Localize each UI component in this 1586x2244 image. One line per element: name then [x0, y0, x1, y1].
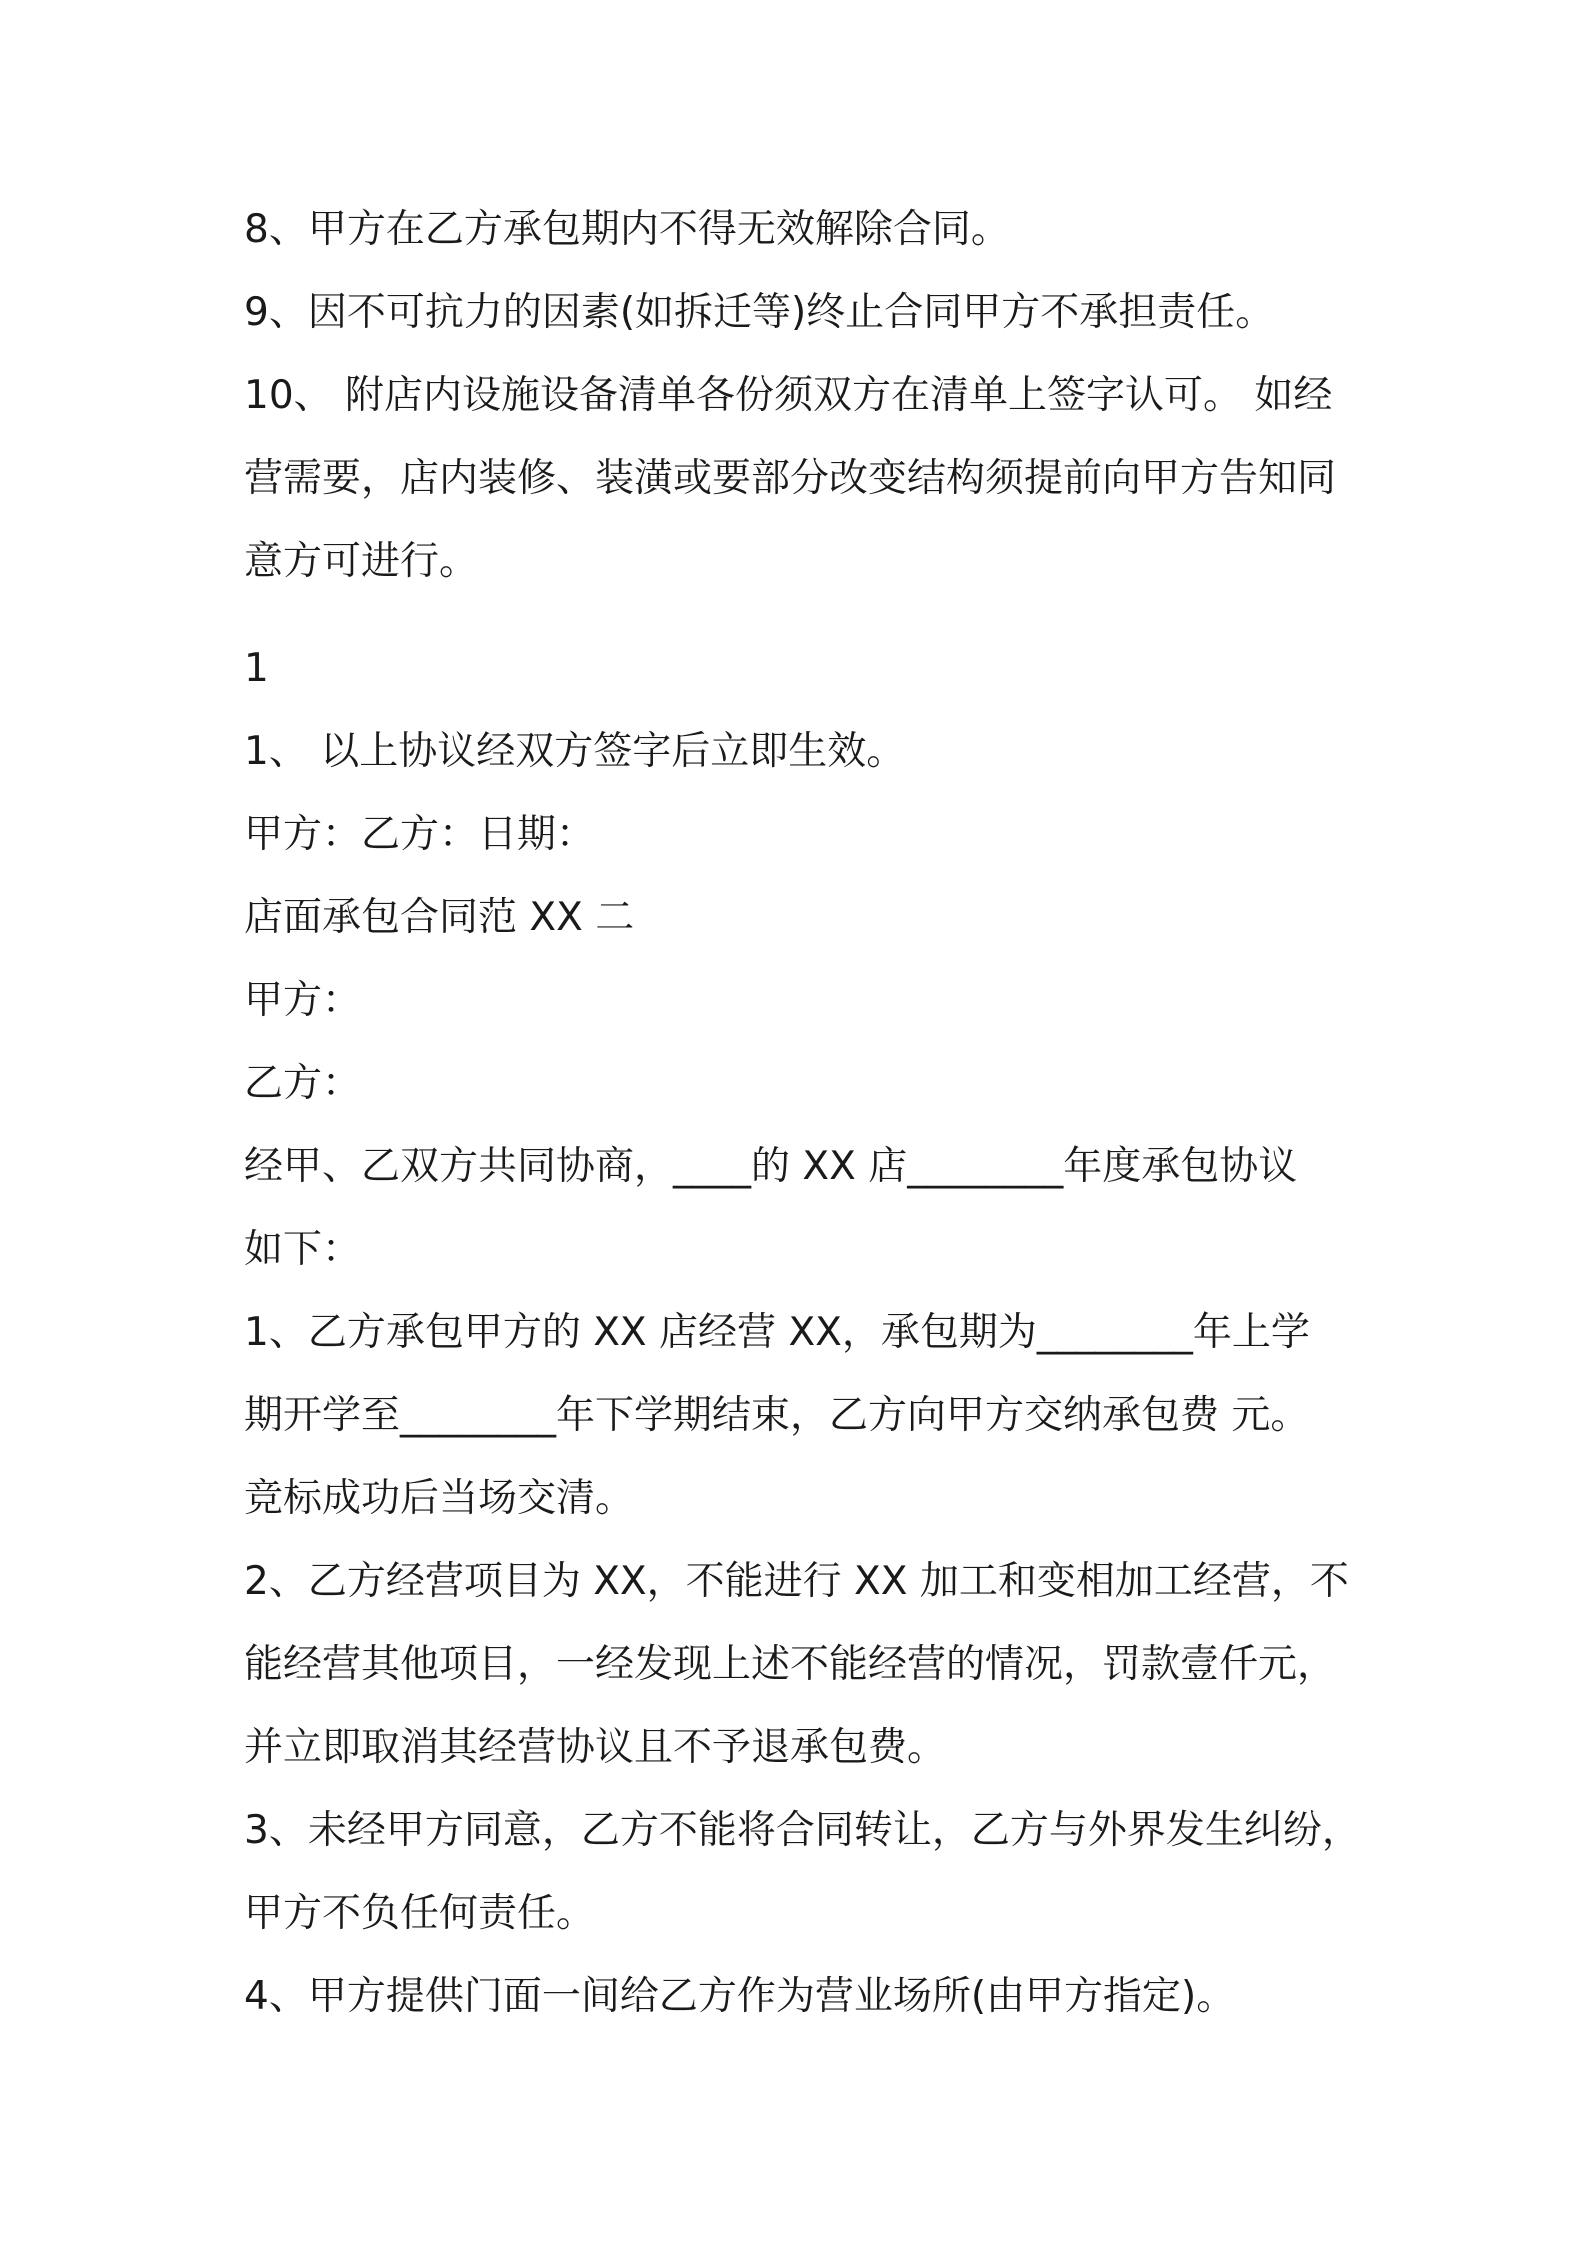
- term-2-line-3: 并立即取消其经营协议且不予退承包费。: [244, 1725, 947, 1770]
- party-b: 乙方：: [244, 1061, 362, 1106]
- term-3-line-2: 甲方不负任何责任。: [244, 1891, 596, 1936]
- clause-8: 8、甲方在乙方承包期内不得无效解除合同。: [244, 207, 1010, 252]
- term-1-line-2: 期开学至________年下学期结束，乙方向甲方交纳承包费 元。: [244, 1393, 1310, 1438]
- document-body: [244, 196, 1380, 2046]
- term-4: 4、甲方提供门面一间给乙方作为营业场所(由甲方指定)。: [244, 1974, 1236, 2019]
- term-1-line-1: 1、乙方承包甲方的 XX 店经营 XX，承包期为________年上学: [244, 1310, 1310, 1355]
- contract-title: 店面承包合同范 XX 二: [244, 895, 635, 940]
- clause-9: 9、因不可抗力的因素(如拆迁等)终止合同甲方不承担责任。: [244, 290, 1275, 335]
- clause-10-line-2: 营需要，店内装修、装潢或要部分改变结构须提前向甲方告知同: [244, 456, 1337, 501]
- intro-line-2: 如下：: [244, 1227, 362, 1272]
- clause-10-line-3: 意方可进行。: [244, 539, 479, 584]
- term-3-line-1: 3、未经甲方同意，乙方不能将合同转让，乙方与外界发生纠纷，: [244, 1808, 1361, 1853]
- term-2-line-2: 能经营其他项目，一经发现上述不能经营的情况，罚款壹仟元，: [244, 1642, 1337, 1687]
- effective-clause: 1、 以上协议经双方签字后立即生效。: [244, 729, 906, 774]
- clause-10-line-1: 10、 附店内设施设备清单各份须双方在清单上签字认可。 如经: [244, 373, 1333, 418]
- party-a: 甲方：: [244, 978, 362, 1023]
- term-1-line-3: 竞标成功后当场交清。: [244, 1476, 635, 1521]
- term-2-line-1: 2、乙方经营项目为 XX，不能进行 XX 加工和变相加工经营，不: [244, 1559, 1349, 1604]
- page-number: 1: [244, 646, 269, 691]
- intro-line-1: 经甲、乙双方共同协商，____的 XX 店________年度承包协议: [244, 1144, 1298, 1189]
- signature-line: 甲方：乙方：日期：: [244, 812, 596, 857]
